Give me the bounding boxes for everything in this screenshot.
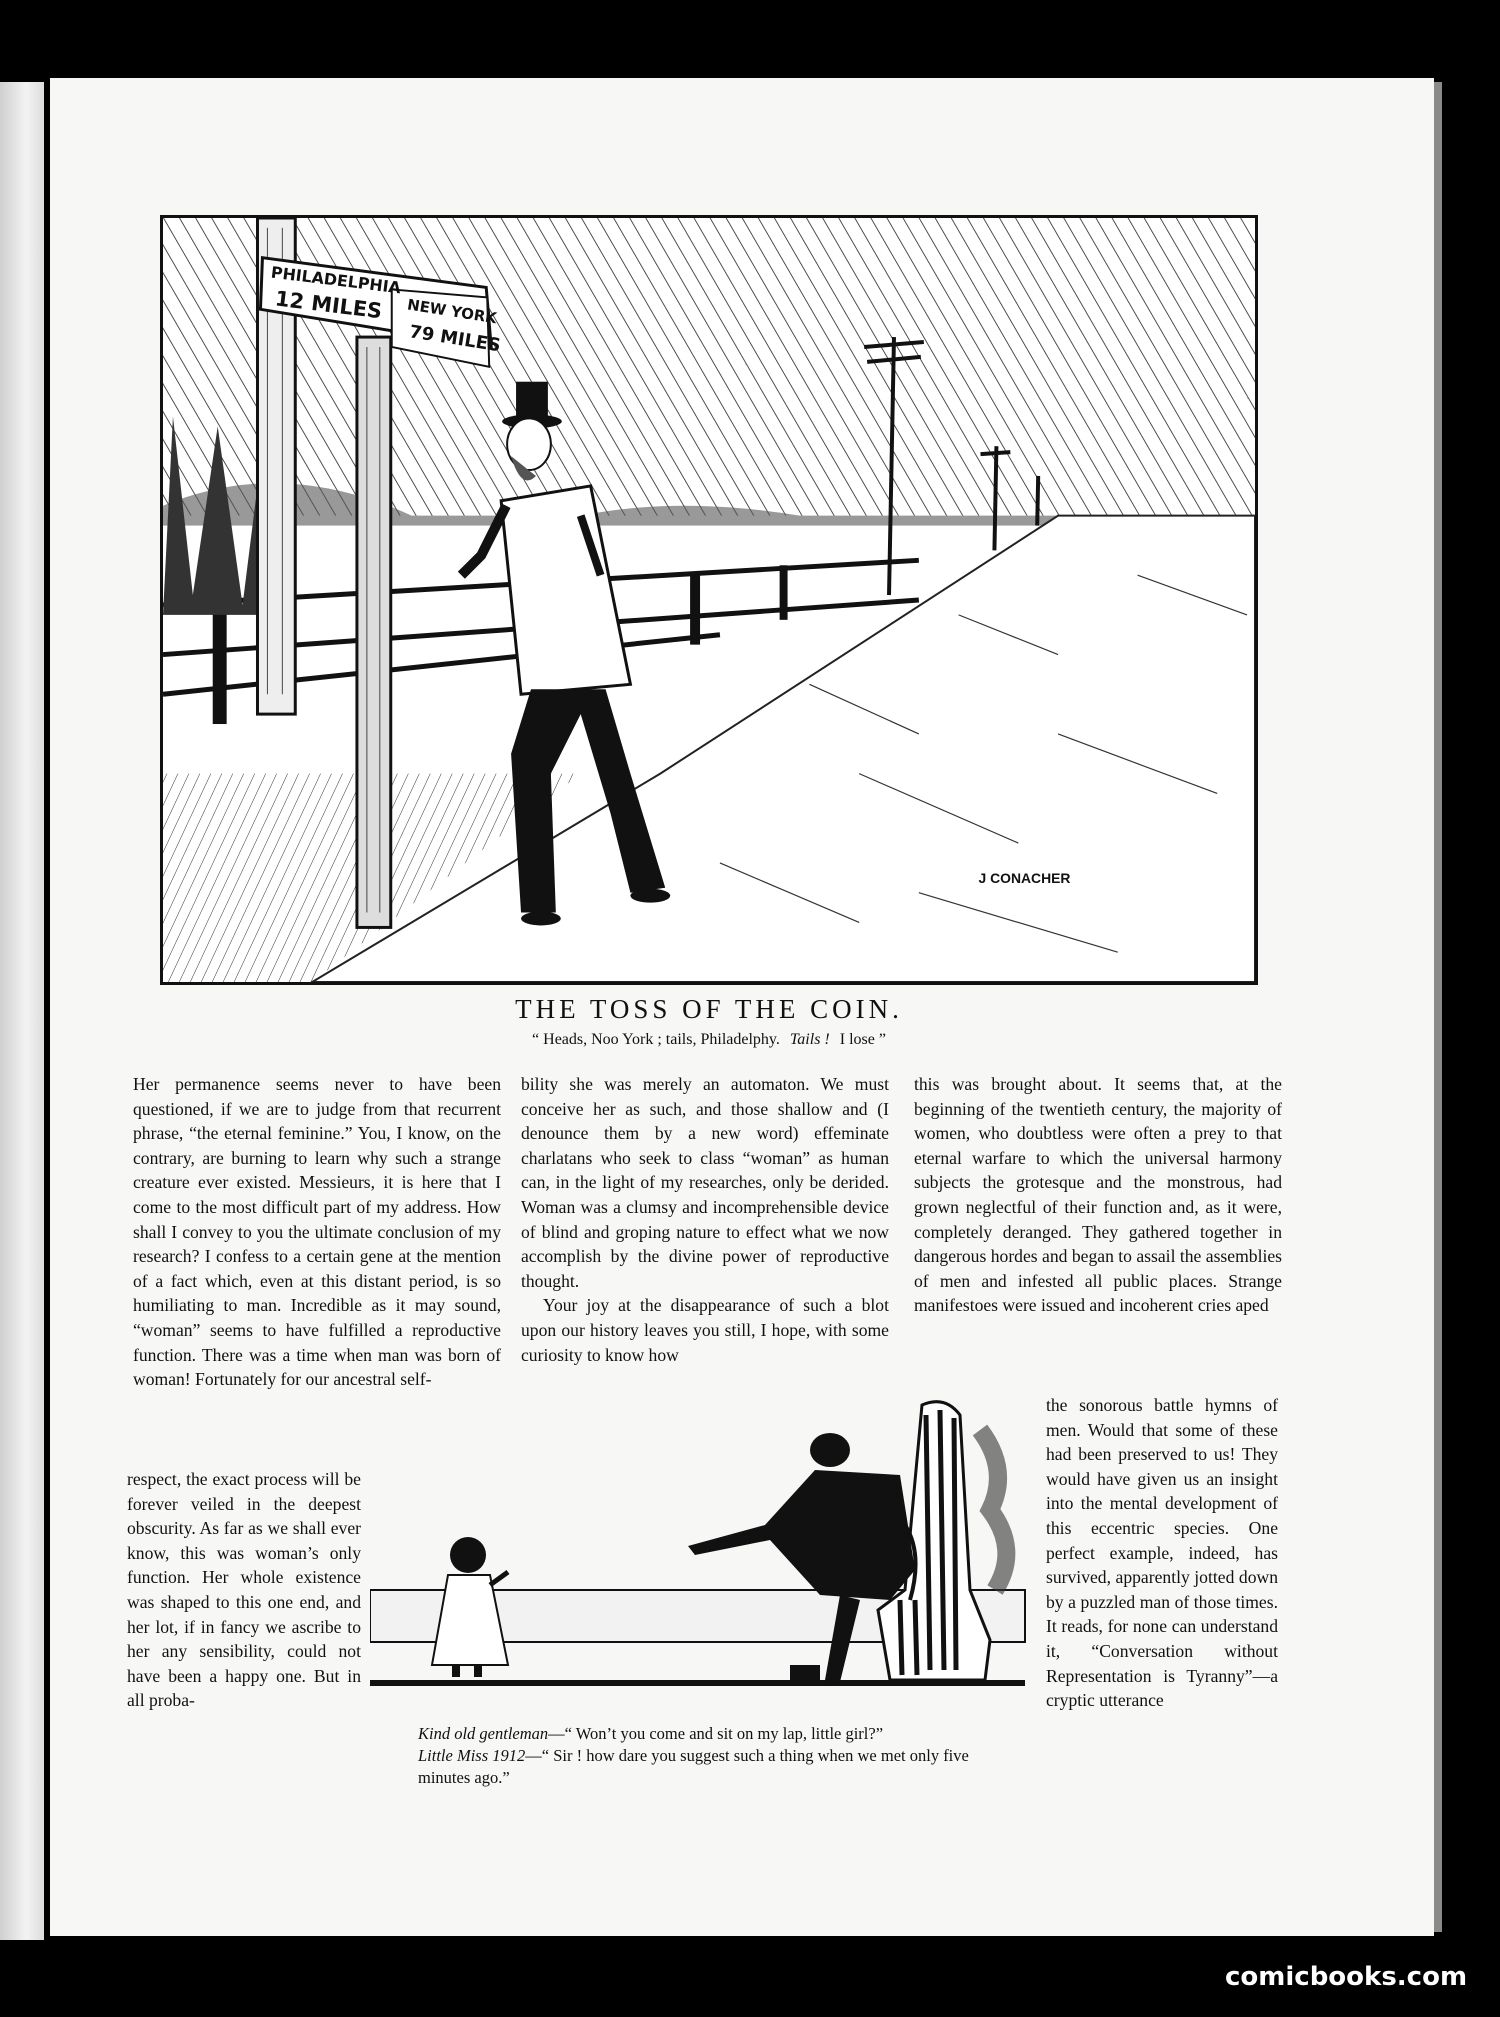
speaker-gentleman: Kind old gentleman bbox=[418, 1724, 549, 1743]
col1-paragraph: Her permanence seems never to have been questioned, if we are to judge from that recurrent phrase, “the eternal feminine.” You, I know, on the contrary, are burning to learn why such a strange creature ever existed. Messieurs, it is here that I come to the most difficult part of my address. How shall I convey to you the ultimate conclusion of my research? I confess to a certain gene at the mention of a fact which, even at this distant period, is so humiliating to man. Incredible as it may sound, “woman” seems to have fulfilled a reproductive function. There was a time when man was born of woman! Fortunately for our ancestral self- bbox=[133, 1074, 501, 1390]
cartoon-caption bbox=[418, 1723, 1023, 1789]
gentleman-quote: —“ Won’t you come and sit on my lap, little girl?” bbox=[548, 1724, 884, 1743]
article-column-1 bbox=[133, 1072, 501, 1392]
col3-paragraph: this was brought about. It seems that, at the beginning of the twentieth century, the majority of women, who doubtless were often a prey to that eternal warfare to which the universal harmony subjects the grotesque and the monstrous, had grown neglectful of their function and, as it were, completely deranged. They gathered together in dangerous hordes and began to assail the assemblies of men and infested all public places. Strange manifestoes were issued and incoherent cries aped bbox=[914, 1074, 1282, 1316]
col3-narrow-paragraph: the sonorous battle hymns of men. Would that some of these had been preserved to us! They would have given us an insight into the mental development of this eccentric species. One perfect example, indeed, has survived, apparently jotted down by a puzzled man of those times. It reads, for none can understand it, “Conversation without Representation is Tyranny”—a cryptic utterance bbox=[1046, 1395, 1278, 1711]
page-right-edge bbox=[1434, 82, 1442, 1932]
speaker-little-miss: Little Miss 1912 bbox=[418, 1746, 526, 1765]
sign-left-miles: 12 MILES bbox=[273, 286, 384, 324]
little-miss-quote: —“ Sir ! how dare you suggest such a thing when we met only five minutes ago.” bbox=[418, 1746, 969, 1787]
cartoon-gentleman-girl bbox=[370, 1390, 1035, 1695]
col2-paragraph-1: bility she was merely an automaton. We must conceive her as such, and those shallow and (I denounce them by a new word) effeminate charlatans who seek to class “woman” as human can, in the light of my researches, only be derided. Woman was a clumsy and incomprehensible device of blind and groping nature to effect what we now accomplish by the divine power of reproductive thought. bbox=[521, 1074, 889, 1291]
sign-right-miles: 79 MILES bbox=[407, 321, 503, 357]
left-page-edge bbox=[0, 82, 44, 1940]
sign-right-city: NEW YORK bbox=[406, 295, 499, 328]
illustration-quote bbox=[160, 1031, 1258, 1049]
quote-italic: Tails ! bbox=[789, 1031, 830, 1048]
article-column-2 bbox=[521, 1072, 889, 1367]
quote-part2: I lose ” bbox=[839, 1031, 886, 1048]
old-gentleman-figure bbox=[688, 1433, 916, 1682]
cartoon-caption-line-2 bbox=[418, 1745, 1023, 1789]
cartoon-caption-line-1 bbox=[418, 1723, 1023, 1745]
article-column-3-narrow bbox=[1046, 1393, 1278, 1713]
artist-signature: J CONACHER bbox=[978, 869, 1071, 886]
sign-left-city: PHILADELPHIA bbox=[269, 262, 402, 298]
col2-paragraph-2: Your joy at the disappearance of such a blot upon our history leaves you still, I hope, with some curiosity to know how bbox=[521, 1295, 889, 1365]
article-column-1-narrow bbox=[127, 1467, 361, 1713]
little-girl-figure bbox=[432, 1537, 508, 1677]
col1-narrow-paragraph: respect, the exact process will be forever veiled in the deepest obscurity. As far as we shall ever know, this was woman’s only function. Her whole existence was shaped to this one end, and her lot, if in fancy we ascribe to her any sensibility, could not have been a happy one. But in all proba- bbox=[127, 1469, 361, 1711]
illustration-title: THE TOSS OF THE COIN. bbox=[515, 994, 903, 1024]
site-watermark: comicbooks.com bbox=[1225, 1962, 1468, 1992]
quote-part1: “ Heads, Noo York ; tails, Philadelphy. bbox=[532, 1031, 780, 1048]
article-column-3 bbox=[914, 1072, 1282, 1318]
illustration-toss-of-coin bbox=[160, 215, 1258, 985]
